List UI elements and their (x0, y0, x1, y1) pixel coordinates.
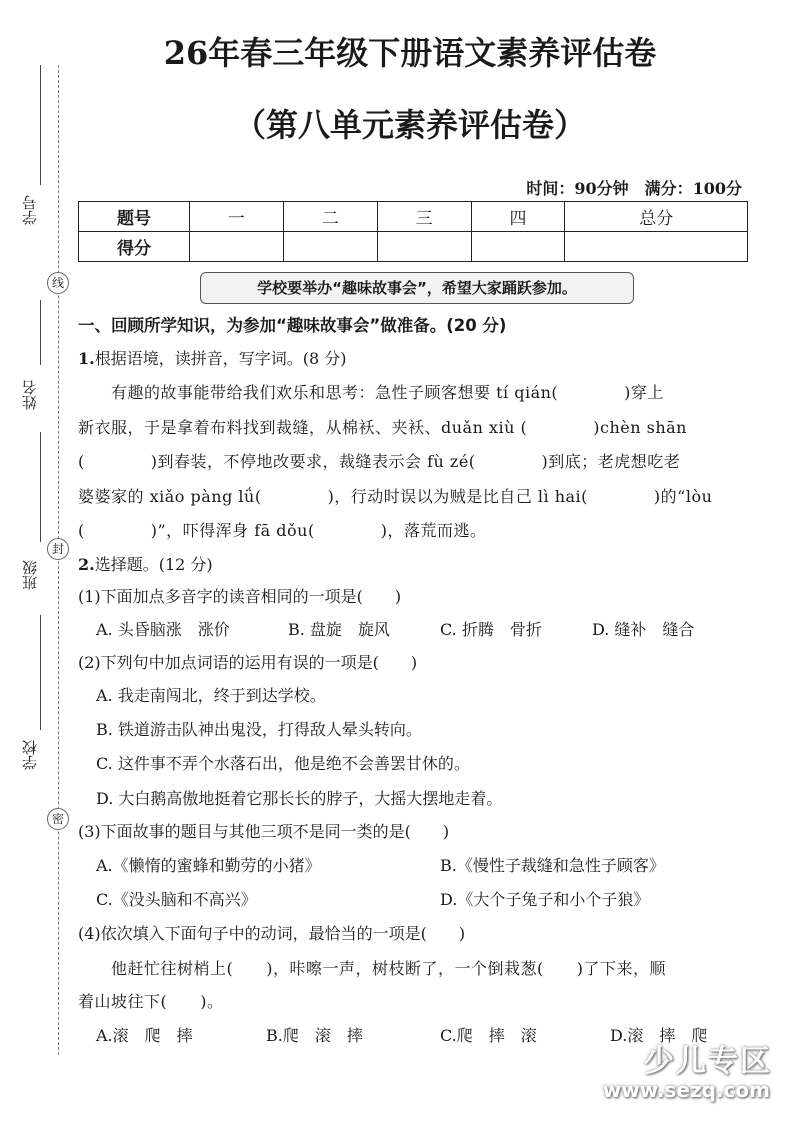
q2-sub1-stem: (1)下面加点多音字的读音相同的一项是( ) (78, 587, 402, 606)
q2-sub4-option-a[interactable]: A.滚 爬 摔 (96, 1026, 193, 1045)
activity-banner: 学校要举办“趣味故事会”，希望大家踊跃参加。 (200, 272, 634, 304)
name-writing-line (40, 300, 41, 365)
student-id-writing-line (40, 65, 41, 185)
page-title: 26年春三年级下册语文素养评估卷 (163, 34, 657, 72)
score-cell-total[interactable] (565, 232, 748, 262)
q2-sub1-option-d[interactable]: D. 缝补 缝合 (592, 620, 695, 639)
q1-passage-line: ( )”，吓得浑身 fā dǒu( )，落荒而逃。 (78, 521, 487, 540)
student-id-label: 学号 (21, 195, 39, 225)
q2-sub4-sentence: 着山坡往下( )。 (78, 992, 224, 1011)
question-2-text: 选择题。(12 分) (94, 555, 213, 574)
q2-sub3-option-d[interactable]: D.《大个子兔子和小个子狼》 (440, 890, 650, 909)
q2-sub2-option-b[interactable]: B. 铁道游击队神出鬼没，打得敌人晕头转向。 (96, 720, 422, 739)
section-1-title: 一、回顾所学知识，为参加“趣味故事会”做准备。(20 分) (78, 316, 507, 335)
question-2 (78, 552, 758, 575)
binding-mark-seal: 封 (47, 538, 69, 560)
question-1-number: 1. (78, 349, 95, 368)
q2-sub4-option-c[interactable]: C.爬 摔 滚 (440, 1026, 537, 1045)
score-table-header-cell: 总分 (565, 202, 748, 232)
q2-sub4-sentence: 他赶忙往树梢上( )，咔嚓一声，树枝断了，一个倒栽葱( )了下来，顺 (78, 959, 666, 978)
score-table-header-cell: 题号 (79, 202, 190, 232)
q2-sub2-option-c[interactable]: C. 这件事不弄个水落石出，他是绝不会善罢甘休的。 (96, 754, 470, 773)
q2-sub2-option-d[interactable]: D. 大白鹅高傲地挺着它那长长的脖子，大摇大摆地走着。 (96, 789, 503, 808)
watermark-brand: 少儿专区 (644, 1044, 772, 1079)
binding-mark-secret: 密 (47, 808, 69, 830)
q2-sub3-option-b[interactable]: B.《慢性子裁缝和急性子顾客》 (440, 856, 665, 875)
score-table (78, 201, 748, 262)
school-label: 学校 (21, 740, 39, 770)
q2-sub2-option-a[interactable]: A. 我走南闯北，终于到达学校。 (96, 686, 326, 705)
q2-sub1-option-c[interactable]: C. 折腾 骨折 (440, 620, 542, 639)
score-table-header-cell: 一 (190, 202, 284, 232)
class-writing-line (40, 432, 41, 542)
q1-passage-line: ( )到春装，不停地改要求，裁缝表示会 fù zé( )到底；老虎想吃老 (78, 452, 681, 471)
q1-passage-line: 婆婆家的 xiǎo pàng lǘ( )，行动时误以为贼是比自己 lì hai( )的“lòu (78, 487, 713, 506)
score-table-header-cell: 二 (283, 202, 377, 232)
q2-sub3-stem: (3)下面故事的题目与其他三项不是同一类的是( ) (78, 822, 450, 841)
q2-sub3-option-a[interactable]: A.《懒惰的蜜蜂和勤劳的小猪》 (96, 856, 321, 875)
q1-passage-line: 有趣的故事能带给我们欢乐和思考：急性子顾客想要 tí qián( )穿上 (78, 383, 664, 402)
question-1-text: 根据语境，读拼音，写字词。(8 分) (94, 349, 347, 368)
question-2-number: 2. (78, 555, 95, 574)
score-table-header-row (79, 202, 748, 232)
q2-sub4-option-d[interactable]: D.滚 摔 爬 (610, 1026, 708, 1045)
q2-sub4-option-b[interactable]: B.爬 滚 摔 (266, 1026, 363, 1045)
score-table-header-cell: 四 (471, 202, 565, 232)
time-and-score-info: 时间：90分钟 满分：100分 (526, 179, 742, 198)
q2-sub4-stem: (4)依次填入下面句子中的动词，最恰当的一项是( ) (78, 924, 466, 943)
school-writing-line (40, 615, 41, 730)
q1-passage-line: 新衣服，于是拿着布料找到裁缝，从棉袄、夹袄、duǎn xiù ( )chèn shān (78, 418, 687, 437)
binding-dashed-line (58, 65, 59, 1055)
watermark-url: www.sezq.com (602, 1078, 770, 1102)
q2-sub1-option-a[interactable]: A. 头昏脑涨 涨价 (96, 620, 230, 639)
binding-mark-line: 线 (47, 272, 69, 294)
q2-sub2-stem: (2)下列句中加点词语的运用有误的一项是( ) (78, 653, 418, 672)
score-table-score-row (79, 232, 748, 262)
question-1 (78, 346, 758, 369)
q2-sub1-option-b[interactable]: B. 盘旋 旋风 (288, 620, 390, 639)
score-row-label: 得分 (79, 232, 190, 262)
score-cell-4[interactable] (471, 232, 565, 262)
score-cell-2[interactable] (283, 232, 377, 262)
page-subtitle: （第八单元素养评估卷） (233, 106, 586, 144)
score-table-header-cell: 三 (377, 202, 471, 232)
class-label: 班级 (21, 560, 39, 590)
score-cell-1[interactable] (190, 232, 284, 262)
q2-sub3-option-c[interactable]: C.《没头脑和不高兴》 (96, 890, 257, 909)
score-cell-3[interactable] (377, 232, 471, 262)
name-label: 姓名 (21, 380, 39, 410)
